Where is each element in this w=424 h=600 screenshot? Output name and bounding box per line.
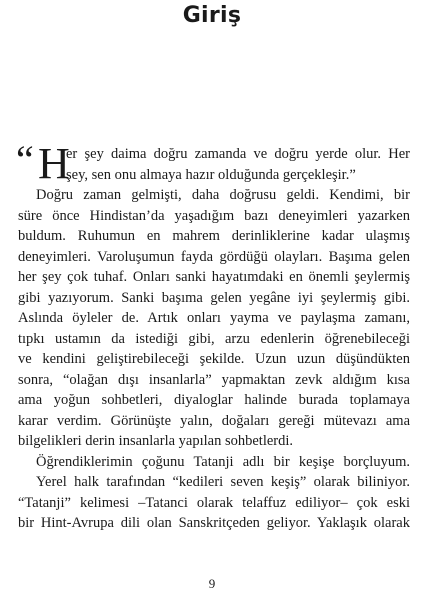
drop-cap-letter: H (38, 139, 70, 188)
opening-paragraph (16, 137, 410, 188)
text-line: Yerel halk tarafından “kedileri seven keşiş” olarak biliniyor. (36, 474, 410, 490)
text-line: her şey çok tuhaf. Onları sanki hayatımdaki en önemli şeylermiş (18, 269, 410, 285)
text-line: buldum. Ruhumun en mahrem derinliklerine kadar ulaşmış (18, 228, 410, 244)
chapter-title: Giriş (182, 3, 242, 28)
text-line: “Tatanji” kelimesi –Tatanci olarak telaffuz ediliyor– çok eski (18, 494, 410, 511)
text-line: er şey daima doğru zamanda ve doğru yerde olur. Her (66, 146, 410, 162)
text-line: bir Hint-Avrupa dili olan Sanskritçeden geliyor. Yaklaşık olarak (18, 515, 410, 531)
text-line: bilgelikleri derin insanlarla yapılan sohbetlerdi. (18, 433, 294, 449)
text-line: Öğrendiklerimin çoğunu Tatanji adlı bir keşişe borçluyum. (36, 453, 410, 470)
chapter-body (16, 137, 410, 534)
opening-quote-mark: “ (16, 137, 34, 182)
text-line: tıpkı ustamın da istediği gibi, arzu edenlerin öğrenebileceği (18, 330, 410, 347)
text-line: Doğru zaman gelmişti, daha doğrusu geldi. Kendimi, bir (36, 187, 410, 203)
text-line: süre önce Hindistan’da yaşadığım bazı deneyimleri yazarken (18, 207, 410, 224)
text-line: deneyimleri. Varoluşumun fayda gördüğü olayları. Başıma gelen (18, 248, 410, 265)
page-number: 9 (208, 576, 216, 591)
text-line: ama yoğun sohbetleri, diyaloglar halinde burada toplamaya (18, 392, 410, 408)
text-line: Aslında öyleler de. Artık onları yayma ve paylaşma zamanı, (18, 310, 410, 326)
text-line: karar verdim. Görünüşte yalın, doğaları gereği mütevazı ama (18, 412, 410, 429)
text-line: sonra, “olağan dışı insanlarla” yapmaktan zevk aldığım kısa (18, 371, 410, 388)
text-line: şey, sen onu almaya hazır olduğunda gerçekleşir.” (66, 166, 356, 183)
text-line: ve kendini geliştirebileceği şekilde. Uzun uzun düşündükten (18, 351, 410, 367)
text-line: gibi yazıyorum. Sanki başıma gelen yegâne iyi şeylermiş gibi. (18, 289, 410, 306)
